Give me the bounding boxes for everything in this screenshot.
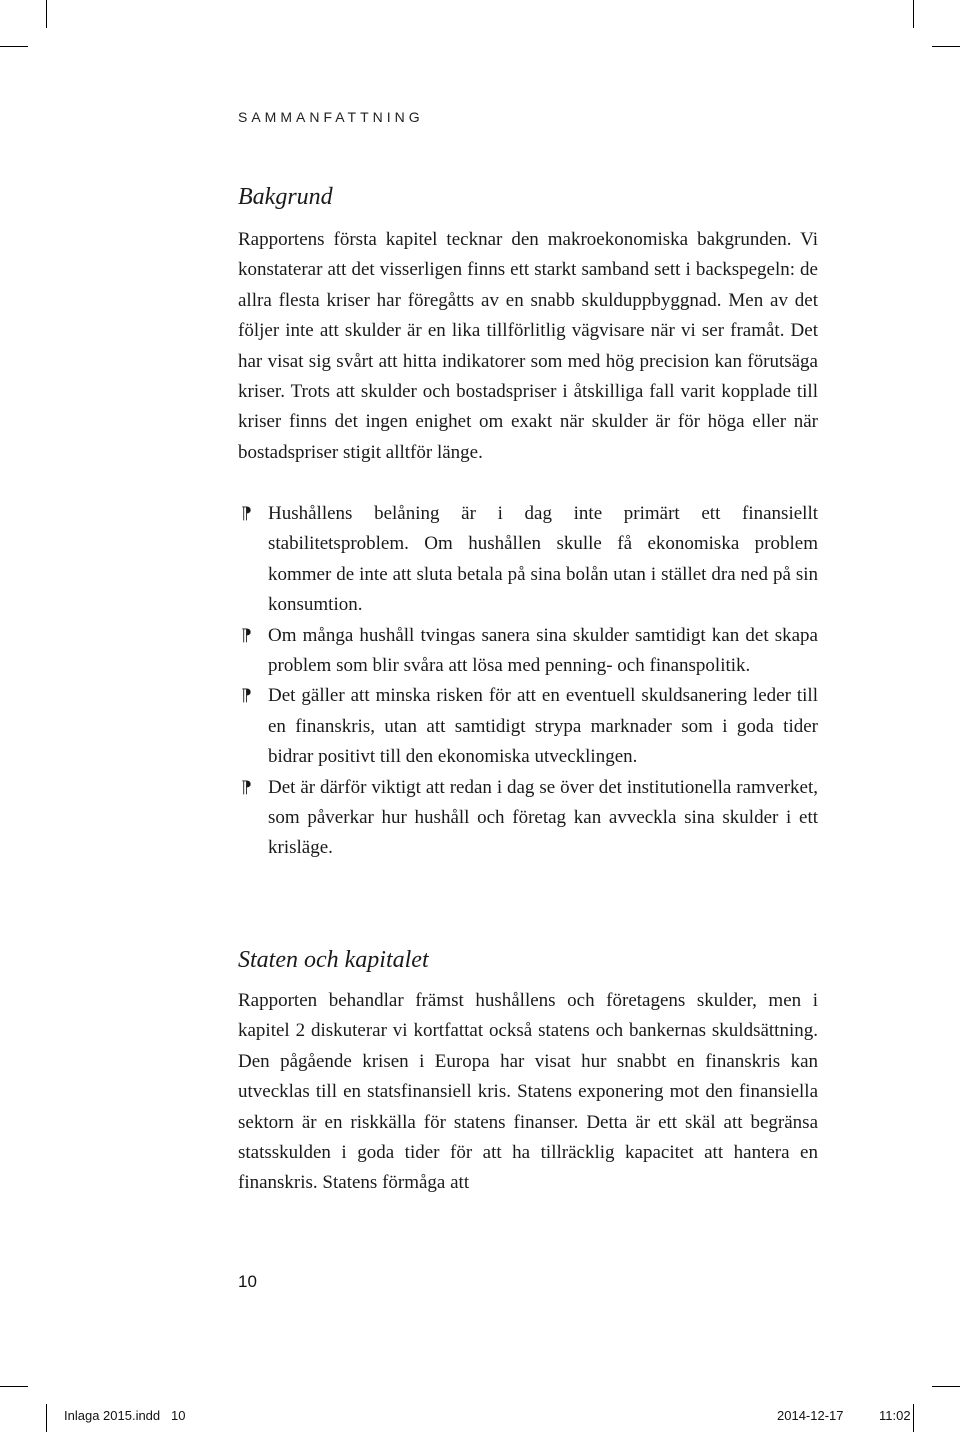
- crop-mark-bottom-right-v: [913, 1404, 914, 1432]
- list-item: [238, 621, 818, 682]
- crop-mark-top-right-v: [913, 0, 914, 28]
- list-item: [238, 499, 818, 621]
- bullet-text: Hushållens belåning är i dag inte primärt ett finansiellt stabilitetsproblem. Om hushållen skulle få ekonomiska problem kommer de inte att sluta betala på sina bolån utan i stället dra ned på sin konsumtion.: [268, 503, 818, 616]
- list-item: [238, 773, 818, 864]
- crop-mark-bottom-left-h: [0, 1386, 28, 1387]
- crop-mark-top-left-v: [46, 0, 47, 28]
- crop-mark-bottom-left-v: [46, 1404, 47, 1432]
- section-paragraph-bakgrund: Rapportens första kapitel tecknar den makroekonomiska bakgrunden. Vi konstaterar att det visserligen finns ett starkt samband sett i backspegeln: de allra flesta kriser har föregåtts av en snabb skulduppbyggnad. Men av det följer inte att skulder är en lika tillförlitlig vägvisare när vi ser framåt. Det har visat sig svårt att hitta indikatorer som med hög precision kan förutsäga kriser. Trots att skulder och bostadspriser i åtskilliga fall varit kopplade till kriser finns det ingen enighet om exakt när skulder är för höga eller när bostadspriser stigit alltför länge.: [238, 229, 818, 463]
- section-paragraph-staten-och-kapitalet: Rapporten behandlar främst hushållens och företagens skulder, men i kapitel 2 diskuterar vi kortfattat också statens och bankernas skuldsättning. Den pågående krisen i Europa har visat hur snabbt en finanskris kan utvecklas till en statsfinansiell kris. Statens exponering mot den finansiella sektorn är en riskkälla för statens finanser. Detta är ett skäl att begränsa statsskulden i goda tider för att ha tillräcklig kapacitet att hantera en finanskris. Statens förmåga att: [238, 990, 818, 1194]
- section-title-staten-och-kapitalet: Staten och kapitalet: [238, 947, 429, 973]
- bullet-text: Om många hushåll tvingas sanera sina skulder samtidigt kan det skapa problem som blir svåra att lösa med penning- och finanspolitik.: [268, 624, 818, 677]
- pilcrow-icon: ¶: [241, 625, 252, 646]
- list-item: [238, 681, 818, 772]
- section-title-bakgrund: Bakgrund: [238, 184, 333, 210]
- slug-time: 11:02: [879, 1408, 911, 1423]
- crop-mark-bottom-right-h: [932, 1386, 960, 1387]
- slug-file: Inlaga 2015.indd 10: [64, 1408, 186, 1423]
- crop-mark-top-left-h: [0, 46, 28, 47]
- page-number: 10: [238, 1272, 257, 1291]
- pilcrow-icon: ¶: [241, 504, 252, 524]
- bullet-list: [238, 499, 818, 864]
- crop-mark-top-right-h: [932, 46, 960, 47]
- slug-date: 2014-12-17: [777, 1408, 844, 1423]
- bullet-text: Det är därför viktigt att redan i dag se över det institutionella ramverket, som påverkar hur hushåll och företag kan avveckla sina skulder i ett krisläge.: [268, 776, 818, 859]
- chapter-eyebrow: SAMMANFATTNING: [238, 109, 424, 125]
- pilcrow-icon: ¶: [241, 686, 252, 707]
- bullet-text: Det gäller att minska risken för att en eventuell skuldsanering leder till en finanskris, utan att samtidigt strypa marknader som i goda tider bidrar positivt till den ekonomiska utvecklingen.: [268, 685, 818, 768]
- pilcrow-icon: ¶: [241, 777, 252, 798]
